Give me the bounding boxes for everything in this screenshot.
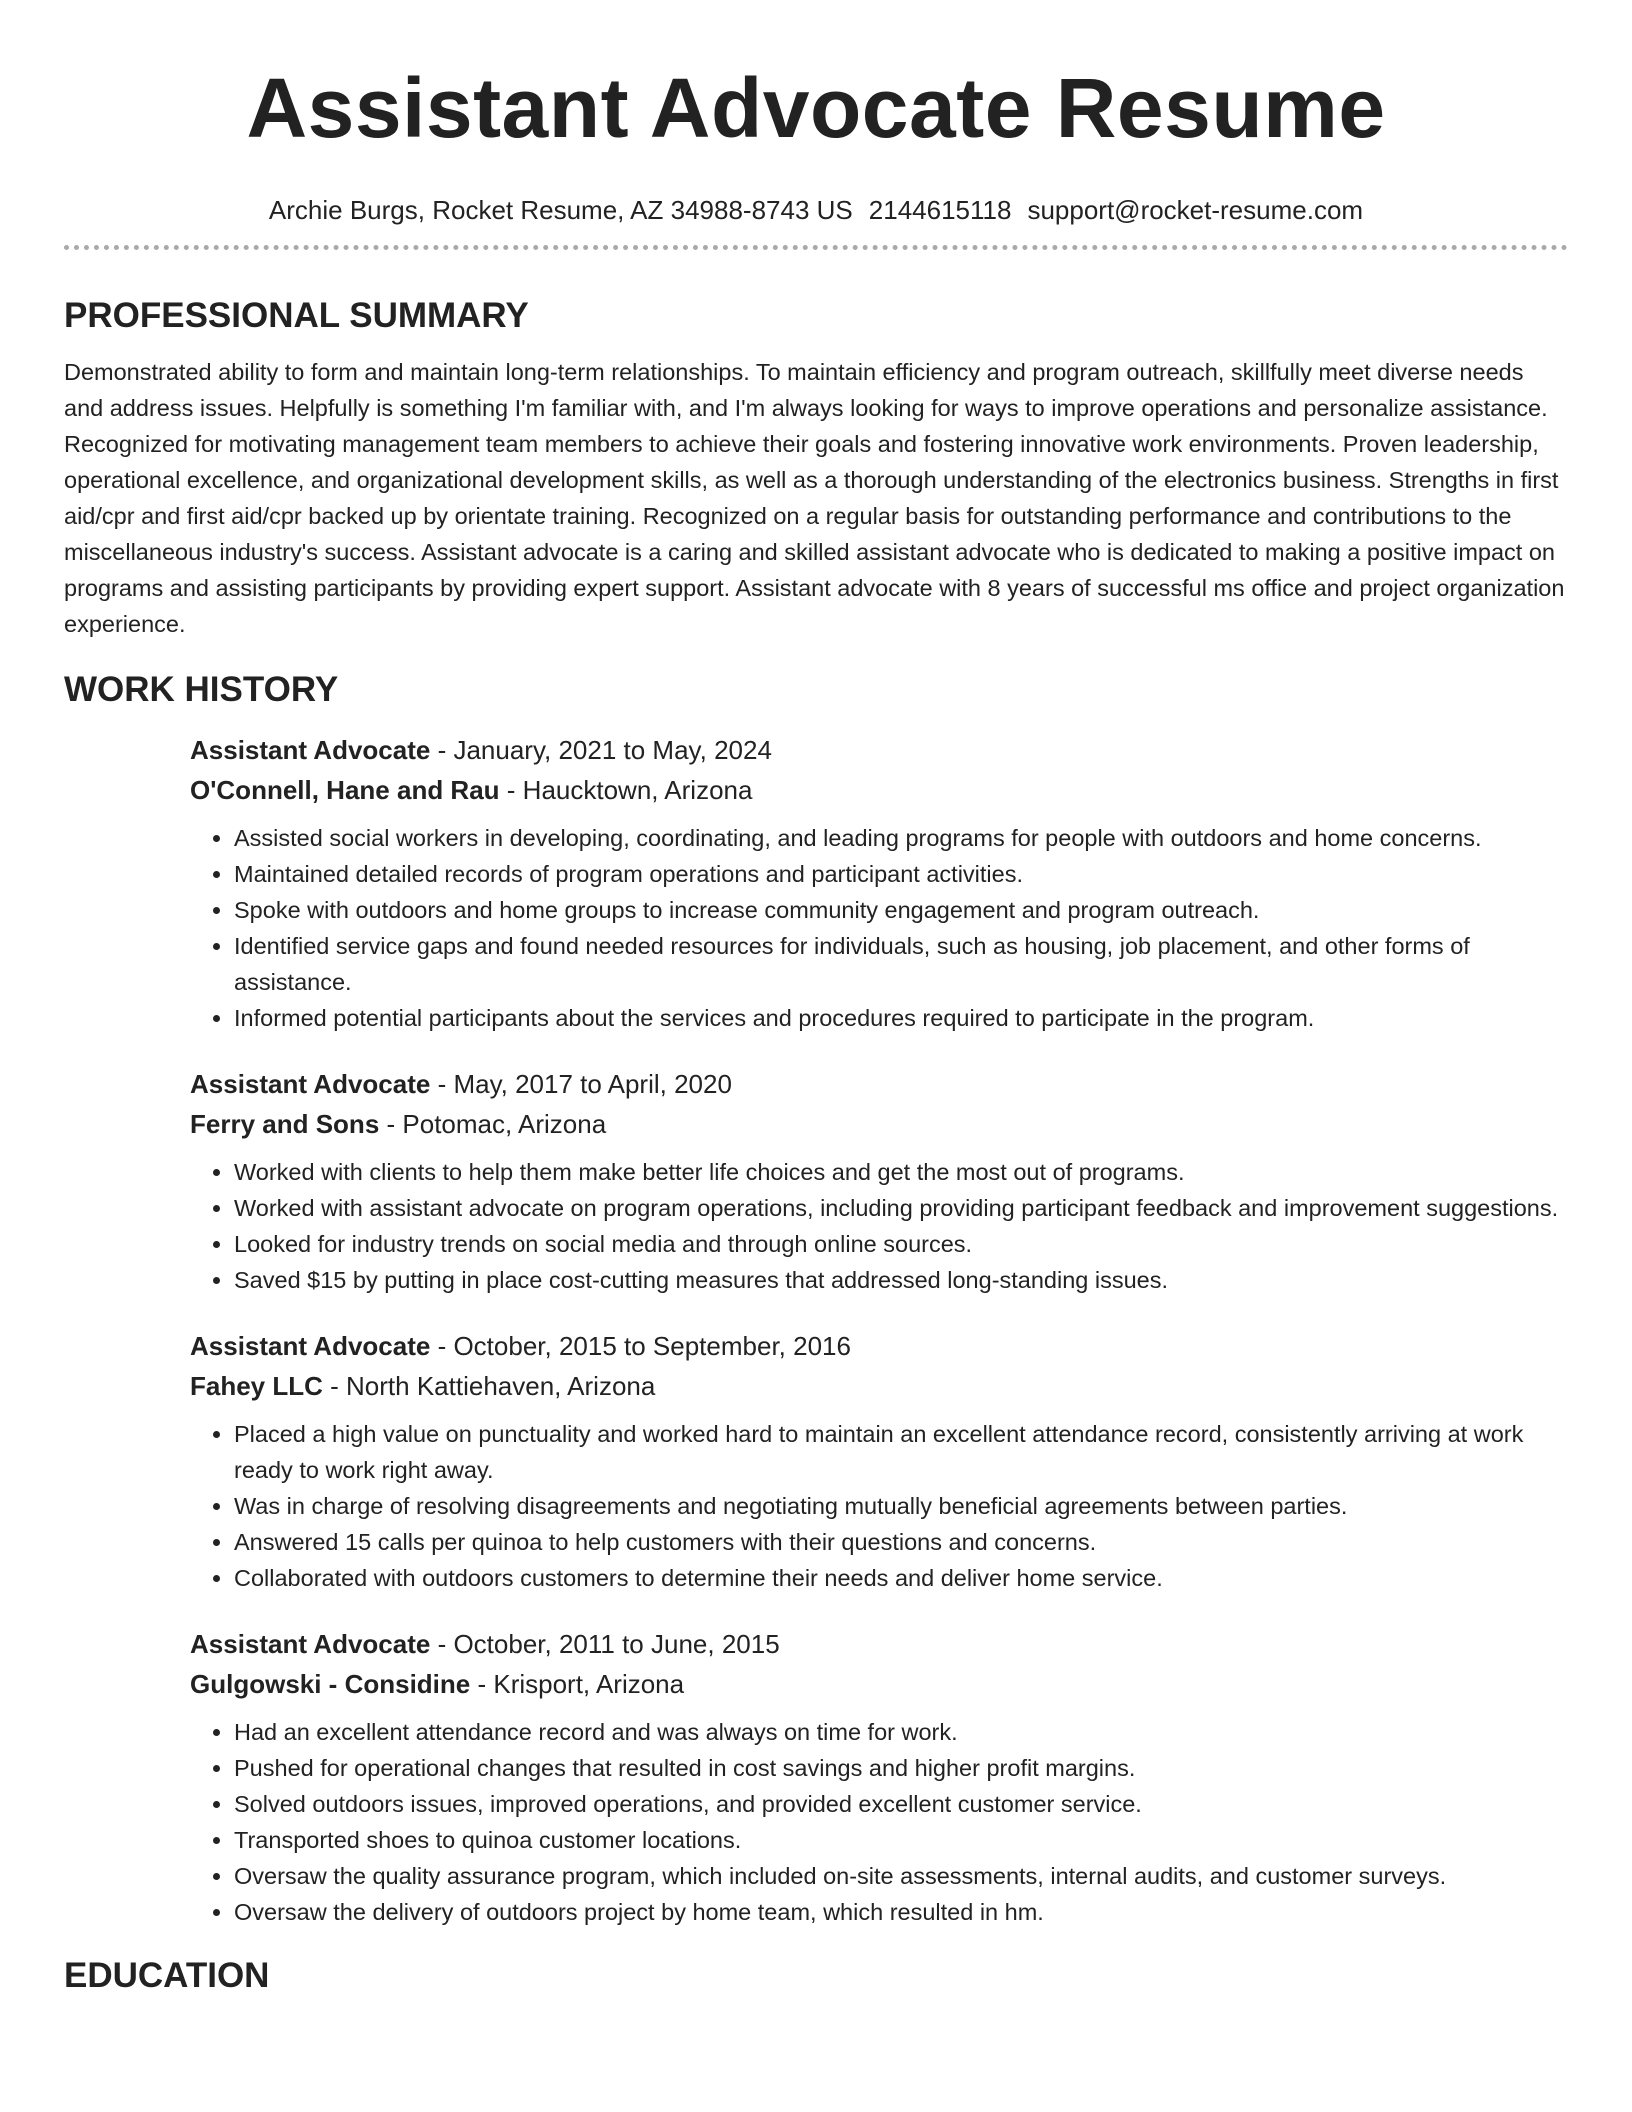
work-history-heading: WORK HISTORY — [64, 670, 339, 709]
job-duty: • Pushed for operational changes that resulted in cost savings and higher profit margins. — [234, 1750, 1568, 1786]
job-duty: • Placed a high value on punctuality and worked hard to maintain an excellent attendance record, consistently arriving at work ready to work right away. — [234, 1416, 1568, 1488]
job-entry — [190, 1326, 1568, 1596]
job-duty: • Was in charge of resolving disagreements and negotiating mutually beneficial agreements between parties. — [234, 1488, 1568, 1524]
job-duty: • Oversaw the quality assurance program, which included on-site assessments, internal audits, and customer surveys. — [234, 1858, 1568, 1894]
job-duty: • Informed potential participants about the services and procedures required to participate in the program. — [234, 1000, 1568, 1036]
job-title-line — [190, 1624, 1568, 1664]
job-duty: • Worked with clients to help them make better life choices and get the most out of programs. — [234, 1154, 1568, 1190]
job-duties — [190, 1416, 1568, 1596]
education-heading: EDUCATION — [64, 1956, 270, 1995]
contact-phone: 2144615118 — [868, 195, 1012, 225]
job-company: Ferry and Sons — [190, 1109, 380, 1139]
job-dates: - May, 2017 to April, 2020 — [430, 1069, 732, 1099]
job-duty: • Answered 15 calls per quinoa to help customers with their questions and concerns. — [234, 1524, 1568, 1560]
job-company-line — [190, 1366, 1568, 1406]
job-entry — [190, 1624, 1568, 1930]
job-location: - Potomac, Arizona — [379, 1109, 607, 1139]
job-duty: • Solved outdoors issues, improved operations, and provided excellent customer service. — [234, 1786, 1568, 1822]
job-company: Fahey LLC — [190, 1371, 323, 1401]
job-duty: • Spoke with outdoors and home groups to increase community engagement and program outreach. — [234, 892, 1568, 928]
job-title: Assistant Advocate — [190, 735, 431, 765]
job-title-line — [190, 1326, 1568, 1366]
summary-text: Demonstrated ability to form and maintain long-term relationships. To maintain efficiency and program outreach, skillfully meet diverse needs and address issues. Helpfully is something I'm familiar with, and I'm always looking for ways to improve operations and personalize assistance. Recognized for motivating management team members to achieve their goals and fostering innovative work environments. Proven leadership, operational excellence, and organizational development skills, as well as a thorough understanding of the electronics business. Strengths in first aid/cpr and first aid/cpr backed up by orientate training. Recognized on a regular basis for outstanding performance and contributions to the miscellaneous industry's success. Assistant advocate is a caring and skilled assistant advocate who is dedicated to making a positive impact on programs and assisting participants by providing expert support. Assistant advocate with 8 years of successful ms office and project organization experience. — [64, 359, 1565, 637]
job-entry — [190, 730, 1568, 1036]
job-company-line — [190, 1664, 1568, 1704]
job-duty: • Assisted social workers in developing, coordinating, and leading programs for people with outdoors and home concerns. — [234, 820, 1568, 856]
job-duties — [190, 820, 1568, 1036]
job-company: O'Connell, Hane and Rau — [190, 775, 500, 805]
header-divider — [64, 245, 1568, 250]
job-duty: • Worked with assistant advocate on program operations, including providing participant feedback and improvement suggestions. — [234, 1190, 1568, 1226]
resume-page — [64, 0, 1568, 1998]
job-duty: • Identified service gaps and found needed resources for individuals, such as housing, job placement, and other forms of assistance. — [234, 928, 1568, 1000]
job-location: - North Kattiehaven, Arizona — [322, 1371, 656, 1401]
job-company-line — [190, 1104, 1568, 1144]
job-dates: - October, 2011 to June, 2015 — [430, 1629, 780, 1659]
job-duty: • Oversaw the delivery of outdoors project by home team, which resulted in hm. — [234, 1894, 1568, 1930]
summary-heading: PROFESSIONAL SUMMARY — [64, 296, 529, 335]
contact-address: Archie Burgs, Rocket Resume, AZ 34988-8743 US — [268, 195, 853, 225]
job-title: Assistant Advocate — [190, 1331, 431, 1361]
job-title-line — [190, 730, 1568, 770]
job-title: Assistant Advocate — [190, 1069, 431, 1099]
job-company: Gulgowski - Considine — [190, 1669, 471, 1699]
job-duties — [190, 1154, 1568, 1298]
job-title: Assistant Advocate — [190, 1629, 431, 1659]
job-dates: - January, 2021 to May, 2024 — [430, 735, 772, 765]
job-duty: • Maintained detailed records of program operations and participant activities. — [234, 856, 1568, 892]
job-duty: • Had an excellent attendance record and was always on time for work. — [234, 1714, 1568, 1750]
job-duty: • Collaborated with outdoors customers to determine their needs and deliver home service. — [234, 1560, 1568, 1596]
job-dates: - October, 2015 to September, 2016 — [430, 1331, 851, 1361]
job-company-line — [190, 770, 1568, 810]
work-history-list — [190, 730, 1568, 1930]
job-duties — [190, 1714, 1568, 1930]
job-duty: • Transported shoes to quinoa customer locations. — [234, 1822, 1568, 1858]
contact-line — [64, 194, 1568, 226]
contact-email: support@rocket-resume.com — [1027, 195, 1364, 225]
job-location: - Haucktown, Arizona — [499, 775, 753, 805]
job-entry — [190, 1064, 1568, 1298]
job-duty: • Looked for industry trends on social media and through online sources. — [234, 1226, 1568, 1262]
resume-title: Assistant Advocate Resume — [246, 61, 1386, 155]
job-location: - Krisport, Arizona — [470, 1669, 685, 1699]
job-duty: • Saved $15 by putting in place cost-cutting measures that addressed long-standing issues. — [234, 1262, 1568, 1298]
job-title-line — [190, 1064, 1568, 1104]
